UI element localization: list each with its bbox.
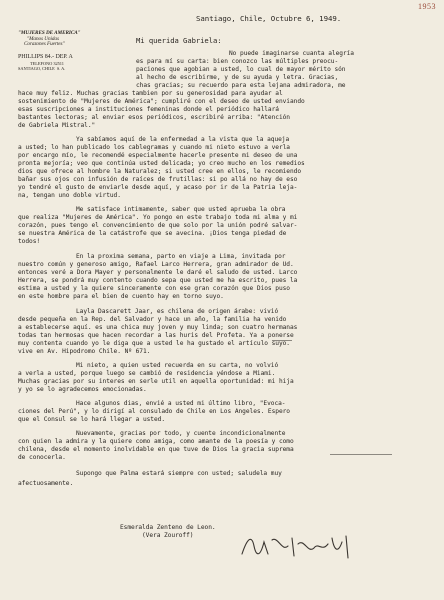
body-line: paciones que agobian a usted, lo cual de mayor mérito són [136, 66, 346, 73]
org-name: "MUJERES DE AMERICA" [18, 30, 81, 36]
body-line: se nuestra América de la catástrofe que se avecina. ¡Dios tenga piedad de [18, 230, 287, 237]
body-line: es para mí su carta: bien conozco las múltiples preocu- [136, 58, 339, 65]
org-tagline-2: Corazones Fuertes" [24, 41, 65, 47]
body-line: y yo se lo agradecemos emocionadas. [18, 386, 147, 393]
org-tagline-1: "Manos Unidas [27, 36, 59, 42]
body-line: de conocerla. [18, 454, 66, 461]
body-line: Hace algunos dias, envié a usted mi último libro, "Evoca- [76, 400, 286, 407]
body-line: a verla a usted, porque luego se cambió de residencia yéndose a Miami. [18, 370, 276, 377]
body-line: pronta mejoría; veo que continúa usted delicada; yo creo mucho en los remedios [18, 160, 305, 167]
body-line: entonces veré a Dora Mayer y personalmente le daré el saludo de usted. Larco [18, 269, 298, 276]
body-line: muy contenta cuando yo le diga que a usted le ha gustado el artículo suyo. [18, 340, 290, 347]
body-line: dios que ofrece al hombre la Naturalez; si usted cree en ellos, le recomiendo [18, 168, 301, 175]
body-line: con quien la admira y la quiere como amiga, como amante de la poesía y como [18, 438, 294, 445]
body-line: Mi nieto, a quien usted recuerda en su carta, no volvió [76, 362, 279, 369]
body-line: estima a usted y la quiere sinceramente con ese gran corazón que Dios puso [18, 285, 290, 292]
body-line: todos! [18, 238, 41, 245]
body-line: na, tengan uno doble virtud. [18, 192, 121, 199]
body-line: de Gabriela Mistral." [18, 122, 96, 129]
body-line: sostenimiento de "Mujeres de América"; cumpliré con el deseo de usted enviando [18, 98, 305, 105]
body-line: corazón, pues tengo el convencimiento de que solo por la unión podré salvar- [18, 222, 298, 229]
closing-name: Esmeralda Zenteno de Leon. [120, 524, 216, 531]
org-address-phone: TELEFONO 32511 [30, 61, 64, 66]
body-line: No puede imaginarse cuanta alegría [229, 50, 354, 57]
body-line: chas gracias; su recuerdo para esta lejana admiradora, me [136, 82, 346, 89]
body-line: al hecho de escribirme, y de su ayuda y letra. Gracias, [136, 74, 339, 81]
body-line: desde pequeña en la Rep. del Salvador y hace un año, la familia ha venido [18, 316, 287, 323]
salutation: Mi querida Gabriela: [136, 36, 222, 45]
body-line: Muchas gracias por su interes en serle util en aquella oportunidad: mi hija [18, 378, 294, 385]
body-line: ciones del Perú", y lo dirigí al consulado de Chile en Los Angeles. Espero [18, 408, 290, 415]
body-line: afectuosamente. [18, 480, 74, 487]
body-line: bastantes lectoras; al enviar esos periódicos, escribiré arriba: "Atención [18, 114, 290, 121]
body-line: que realiza "Mujeres de América". Yo pongo en este trabajo toda mi alma y mi [18, 214, 298, 221]
body-line: Ya sabíamos aquí de la enfermedad a la vista que la aqueja [76, 136, 290, 143]
body-line: bañar sus ojos con infusión de raíces de frutillas: si po allá no hay de eso [18, 176, 298, 183]
body-line: Supongo que Palma estará siempre con usted; saludela muy [76, 470, 282, 477]
body-line: por encargo mío, le recomendé especialmente hacerle presente mi deseo de una [18, 152, 298, 159]
body-line: vive en Av. Hipodromo Chile. Nº 671. [18, 348, 151, 355]
body-line: esas suscripciones a instituciones femeninas donde el periódico hallará [18, 106, 279, 113]
body-line: yo tendré el gusto de enviarle desde aquí, y acaso por ir de la Patria leja- [18, 184, 298, 191]
date-line: Santiago, Chile, Octubre 6, 1949. [196, 14, 342, 23]
body-line: hace muy feliz. Muchas gracias tambien por su generosidad para ayudar al [18, 90, 283, 97]
body-line: en este hombre para el bien de cuento hay en torno suyo. [18, 293, 224, 300]
body-line: nuestro común y generoso amigo, Rafael Larco Herrera, gran admirador de Ud. [18, 261, 294, 268]
org-address-street: PHILLIPS 84.- DEP. A [18, 54, 73, 60]
body-line: En la proxima semana, parto en viaje a Lima, invitada por [76, 253, 286, 260]
org-address-city: SANTIAGO, CHILE S. A. [18, 66, 66, 71]
body-line: chilena, desde el momento inolvidable en que tuve de Dios la gracia suprema [18, 446, 294, 453]
body-line: Layla Dascarett Jaar, es chilena de origen árabe: vivió [76, 308, 279, 315]
handwritten-signature [238, 532, 358, 560]
body-line: que el Consul se lo hará llegar a usted. [18, 416, 166, 423]
closing-pseudonym: (Vera Zouroff) [142, 532, 194, 539]
body-line: a usted; lo han publicado los cablegramas y cuando mi nieto estuvo a verla [18, 144, 290, 151]
body-line: a establecerse aquí. es una chica muy joven y muy linda; son cuatro hermanas [18, 324, 298, 331]
body-line: todas tan hermosas que hacen recordar a las huris del Profeta. Ya a ponerse [18, 332, 294, 339]
pencil-annotation: 1953 [418, 2, 436, 11]
body-line: Herrera, se pondrá muy contento cuando sepa que usted me ha escrito, pues la [18, 277, 298, 284]
body-line: Nuevamente, gracias por todo, y cuente incondicionalmente [76, 430, 286, 437]
body-line: Me satisface intimamente, saber que usted aprueba la obra [76, 206, 286, 213]
